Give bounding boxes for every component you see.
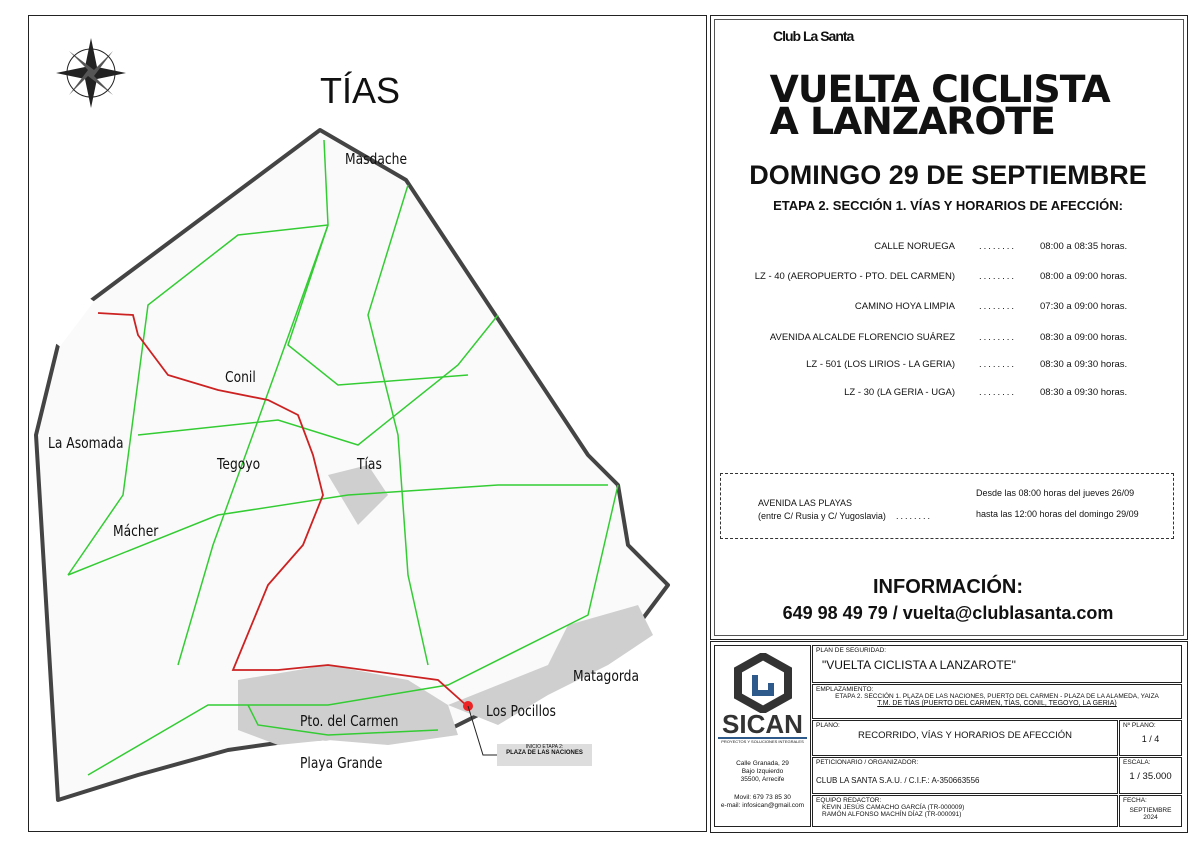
road-name: AVENIDA ALCALDE FLORENCIO SUÁREZ xyxy=(769,332,955,343)
road-name: LZ - 40 (AEROPUERTO - PTO. DEL CARMEN) xyxy=(754,271,955,282)
town-label: La Asomada xyxy=(48,434,124,452)
date-cell xyxy=(1119,795,1182,827)
date-label: FECHA: xyxy=(1123,797,1147,804)
location-line-2: T.M. DE TÍAS (PUERTO DEL CARMEN, TÍAS, CONIL, TEGOYO, LA GERIA) xyxy=(877,700,1117,707)
title-line-2: A LANZAROTE xyxy=(769,100,1055,143)
route-map xyxy=(28,15,705,830)
dots: ........ xyxy=(978,271,1017,282)
event-date: DOMINGO 29 DE SEPTIEMBRE xyxy=(749,160,1147,190)
callout-place: PLAZA DE LAS NACIONES xyxy=(506,750,583,756)
time-range: 08:00 a 08:35 horas. xyxy=(1040,241,1128,252)
road-name: LZ - 30 (LA GERIA - UGA) xyxy=(844,387,955,398)
organizer-label: PETICIONARIO / ORGANIZADOR: xyxy=(816,759,919,766)
plan-cell xyxy=(812,645,1182,683)
company-tag: PROYECTOS Y SOLUCIONES INTEGRALES xyxy=(718,737,807,744)
schedule-row xyxy=(730,241,1150,252)
company-cell xyxy=(714,645,811,827)
schedule-row xyxy=(730,387,1150,398)
club-la-santa-logo: Club La Santa xyxy=(773,28,854,44)
compass-rose-icon xyxy=(56,38,126,108)
plan-number-label: Nº PLANO: xyxy=(1123,722,1156,729)
plan-label: PLAN DE SEGURIDAD: xyxy=(816,647,887,654)
road-name: CALLE NORUEGA xyxy=(874,241,955,252)
team-member: RAMÓN ALFONSO MACHÍN DÍAZ (TR-000091) xyxy=(822,811,962,818)
team-member: KEVIN JESÚS CAMACHO GARCÍA (TR-000009) xyxy=(822,804,965,811)
schedule-row xyxy=(730,301,1150,312)
dots: ........ xyxy=(978,359,1017,370)
plan-number-value: 1 / 4 xyxy=(1141,734,1160,744)
map-title: TÍAS xyxy=(320,70,401,111)
time-range: 08:30 a 09:30 horas. xyxy=(1040,387,1128,398)
schedule-row xyxy=(730,271,1150,282)
location-label: EMPLAZAMIENTO: xyxy=(816,686,874,693)
plano-label: PLANO: xyxy=(816,722,840,729)
town-label: Conil xyxy=(225,368,256,386)
plano-cell xyxy=(812,720,1118,756)
schedule-row xyxy=(730,332,1150,343)
road-name: LZ - 501 (LOS LIRIOS - LA GERIA) xyxy=(806,359,955,370)
organizer-cell xyxy=(812,757,1118,794)
special-detail: (entre C/ Rusia y C/ Yugoslavia) xyxy=(758,511,886,521)
special-to: hasta las 12:00 horas del domingo 29/09 xyxy=(976,509,1139,519)
dots: ........ xyxy=(896,511,933,521)
scale-cell xyxy=(1119,757,1182,794)
info-title: INFORMACIÓN: xyxy=(873,576,1023,598)
road-name: CAMINO HOYA LIMPIA xyxy=(854,301,955,312)
team-label: EQUIPO REDACTOR: xyxy=(816,797,882,804)
town-label: Masdache xyxy=(345,150,408,168)
scale-label: ESCALA: xyxy=(1123,759,1151,766)
time-range: 08:30 a 09:30 horas. xyxy=(1040,359,1128,370)
plano-value: RECORRIDO, VÍAS Y HORARIOS DE AFECCIÓN xyxy=(858,730,1072,741)
date-month: SEPTIEMBRE xyxy=(1129,807,1172,814)
company-name: SICAN xyxy=(722,709,803,739)
special-from: Desde las 08:00 horas del jueves 26/09 xyxy=(976,488,1135,498)
organizer-value: CLUB LA SANTA S.A.U. / C.I.F.: A-350663556 xyxy=(816,776,980,785)
time-range: 08:30 a 09:00 horas. xyxy=(1040,332,1128,343)
dots: ........ xyxy=(978,301,1017,312)
address-line: Calle Granada, 29 xyxy=(736,760,789,767)
event-title xyxy=(769,68,1110,143)
special-closure-box xyxy=(720,473,1174,539)
section-subtitle: ETAPA 2. SECCIÓN 1. VÍAS Y HORARIOS DE AFECCIÓN: xyxy=(773,198,1123,213)
location-line-1: ETAPA 2. SECCIÓN 1. PLAZA DE LAS NACIONES, PUERTO DEL CARMEN - PLAZA DE LA ALAMEDA, YAIZA xyxy=(835,693,1159,700)
company-email: e-mail: infosican@gmail.com xyxy=(720,802,805,809)
company-phone: Movil: 679 73 85 30 xyxy=(734,794,791,801)
location-cell xyxy=(812,684,1182,719)
special-road: AVENIDA LAS PLAYAS xyxy=(758,498,853,508)
town-label: Los Pocillos xyxy=(486,702,556,720)
address-line: Bajo Izquierdo xyxy=(741,768,784,775)
town-label: Mácher xyxy=(113,522,159,540)
plan-number-cell xyxy=(1119,720,1182,756)
date-year: 2024 xyxy=(1143,814,1158,821)
sican-logo-icon xyxy=(733,653,793,713)
town-label: Pto. del Carmen xyxy=(300,712,399,730)
start-callout xyxy=(497,744,592,766)
town-label: Playa Grande xyxy=(300,754,383,772)
company-address xyxy=(718,760,807,784)
plan-value: "VUELTA CICLISTA A LANZAROTE" xyxy=(822,658,1016,672)
dots: ........ xyxy=(978,241,1017,252)
town-label: Tegoyo xyxy=(217,455,261,473)
scale-value: 1 / 35.000 xyxy=(1129,771,1172,782)
team-cell xyxy=(812,795,1118,827)
title-line-1: VUELTA CICLISTA xyxy=(769,68,1110,111)
dots: ........ xyxy=(978,332,1017,343)
callout-label: INICIO ETAPA 2: xyxy=(525,744,564,750)
address-line: 35500, Arrecife xyxy=(740,776,785,783)
dots: ........ xyxy=(978,387,1017,398)
info-contact[interactable]: 649 98 49 79 / vuelta@clublasanta.com xyxy=(782,603,1114,623)
town-label: Matagorda xyxy=(573,667,640,685)
time-range: 07:30 a 09:00 horas. xyxy=(1040,301,1128,312)
time-range: 08:00 a 09:00 horas. xyxy=(1040,271,1128,282)
town-label: Tías xyxy=(357,455,382,473)
schedule-row xyxy=(730,359,1150,370)
